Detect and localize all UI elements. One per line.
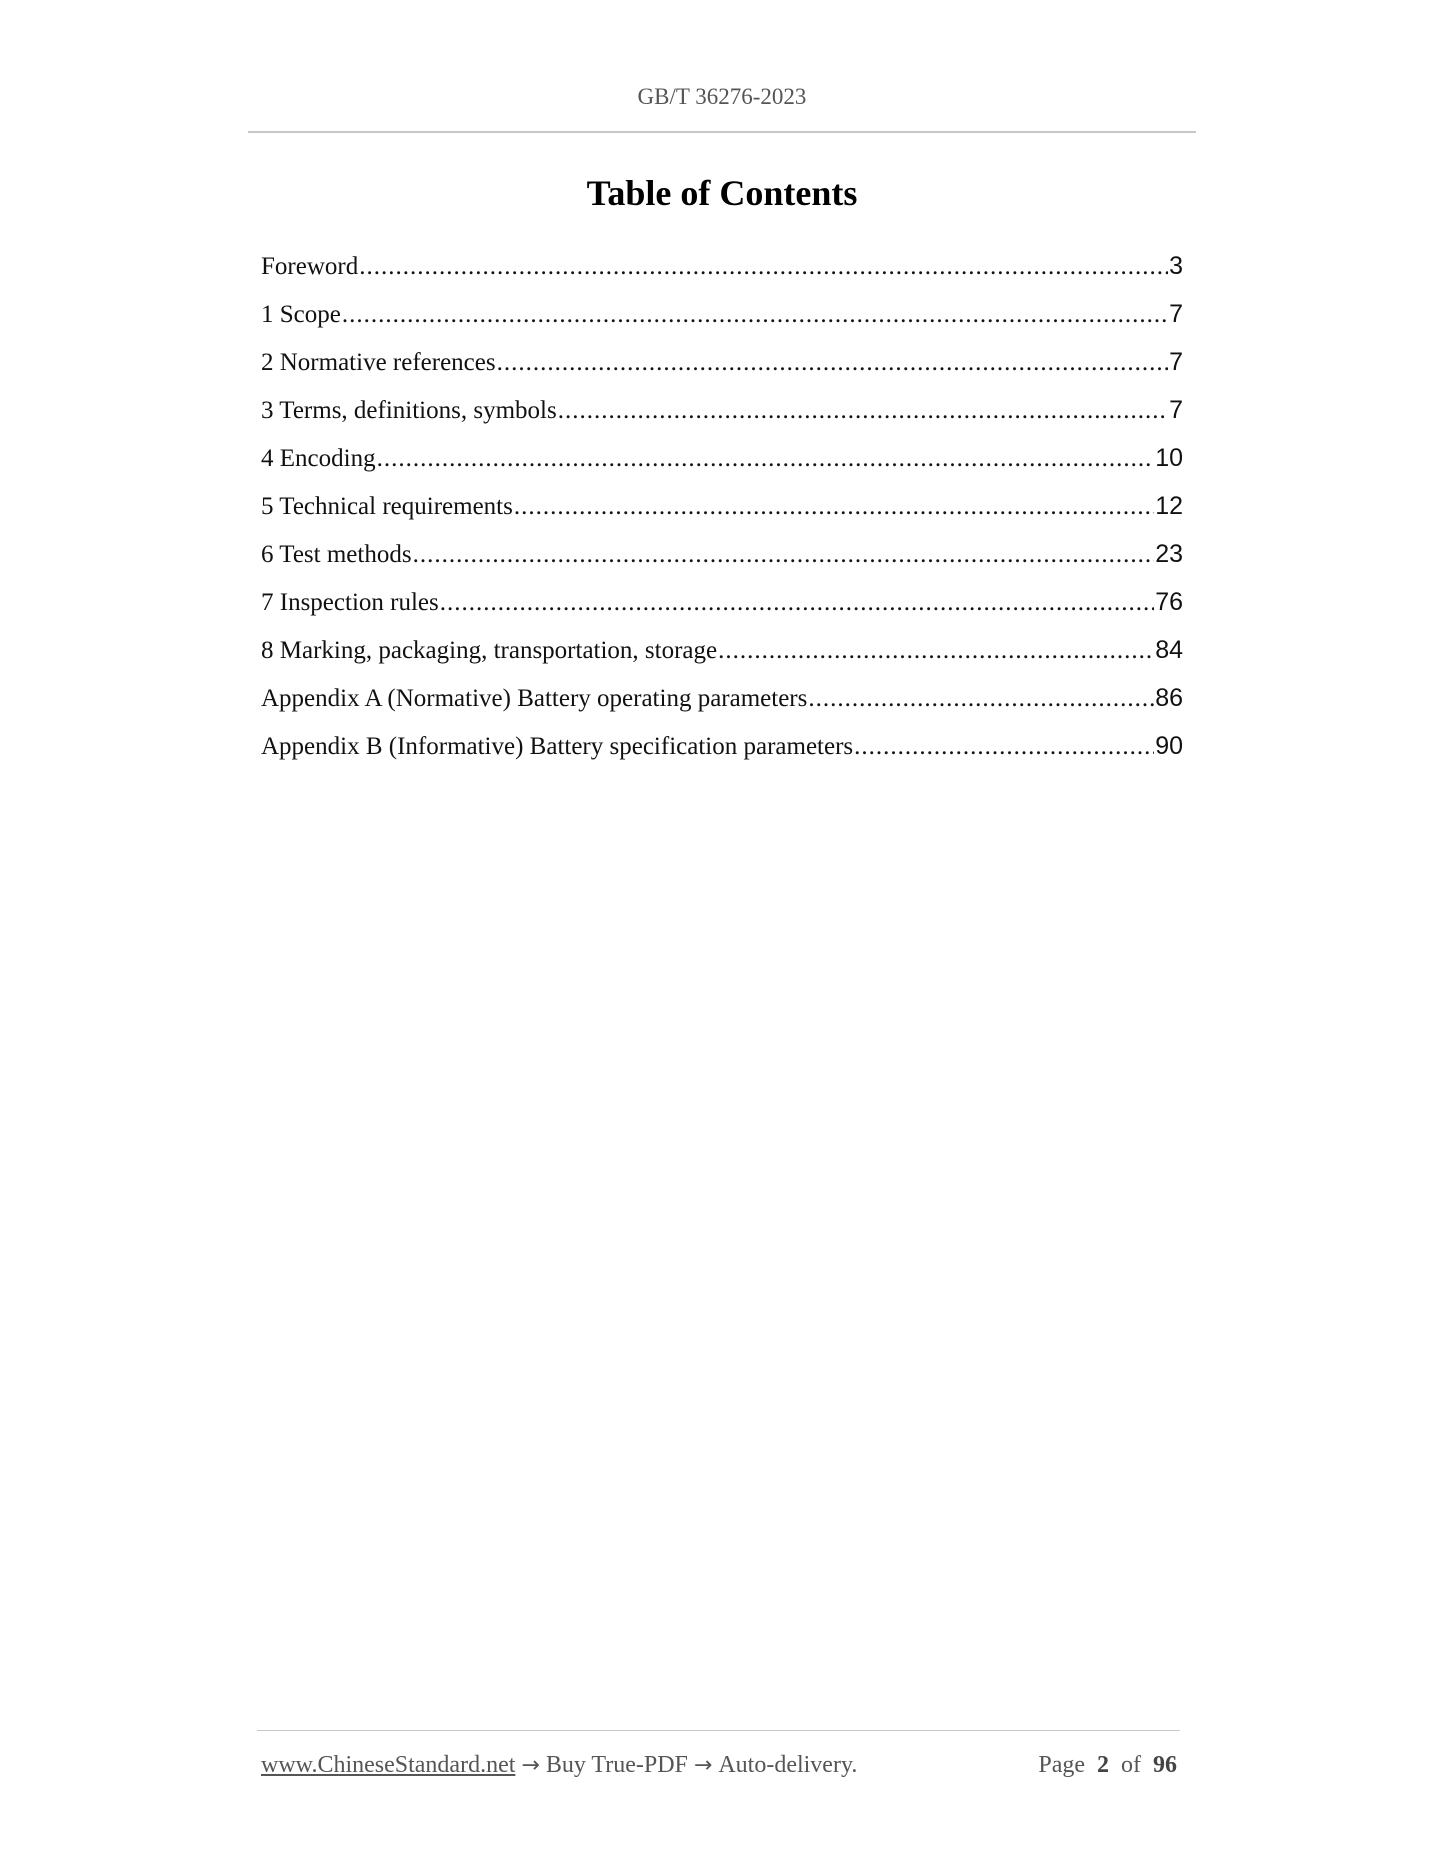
toc-entry[interactable] (261, 530, 1183, 578)
page-word: Page (1038, 1752, 1085, 1778)
toc-entry[interactable] (261, 386, 1183, 434)
toc-entry-page-number: 86 (1155, 684, 1183, 712)
toc-entry-label: 5 Technical requirements (261, 493, 513, 520)
toc-dot-leader (359, 243, 1168, 291)
footer-step-delivery: Auto-delivery. (718, 1752, 858, 1778)
toc-entry-label: 4 Encoding (261, 445, 376, 472)
toc-dot-leader (854, 723, 1154, 771)
toc-entry[interactable] (261, 578, 1183, 626)
toc-dot-leader (413, 531, 1155, 579)
footer-promo (261, 1752, 857, 1779)
toc-entry-label: 7 Inspection rules (261, 589, 439, 616)
toc-entry-label: Foreword (261, 253, 359, 280)
table-of-contents (261, 242, 1183, 770)
toc-entry-label: Appendix B (Informative) Battery specification parameters (261, 733, 854, 760)
page-indicator (1038, 1752, 1177, 1779)
toc-entry-label: 3 Terms, definitions, symbols (261, 397, 557, 424)
total-page-count: 96 (1153, 1752, 1177, 1778)
arrow-right-icon: → (693, 1753, 713, 1778)
website-link[interactable]: www.ChineseStandard.net (261, 1752, 516, 1778)
toc-entry-page-number: 90 (1155, 732, 1183, 760)
toc-entry-label: 6 Test methods (261, 541, 412, 568)
toc-entry-page-number: 7 (1169, 300, 1183, 328)
toc-entry-page-number: 84 (1155, 636, 1183, 664)
toc-entry[interactable] (261, 338, 1183, 386)
footer-step-buy: Buy True-PDF (545, 1752, 688, 1778)
page-title: Table of Contents (586, 173, 858, 213)
header-divider (248, 131, 1196, 133)
toc-entry[interactable] (261, 242, 1183, 290)
toc-entry[interactable] (261, 290, 1183, 338)
toc-dot-leader (342, 291, 1168, 339)
toc-entry-label: 8 Marking, packaging, transportation, storage (261, 637, 718, 664)
toc-entry[interactable] (261, 482, 1183, 530)
toc-entry[interactable] (261, 722, 1183, 770)
toc-dot-leader (377, 435, 1155, 483)
toc-entry-page-number: 23 (1155, 540, 1183, 568)
toc-entry-label: Appendix A (Normative) Battery operating parameters (261, 685, 808, 712)
toc-entry[interactable] (261, 434, 1183, 482)
toc-dot-leader (514, 483, 1154, 531)
toc-entry-page-number: 7 (1169, 348, 1183, 376)
footer-divider (257, 1730, 1180, 1731)
toc-entry[interactable] (261, 626, 1183, 674)
current-page-number: 2 (1097, 1752, 1109, 1778)
toc-entry-page-number: 3 (1169, 252, 1183, 280)
toc-dot-leader (440, 579, 1154, 627)
toc-entry-page-number: 10 (1155, 444, 1183, 472)
toc-entry-page-number: 12 (1155, 492, 1183, 520)
toc-entry-page-number: 7 (1169, 396, 1183, 424)
document-code-header: GB/T 36276-2023 (637, 84, 807, 109)
toc-entry-label: 2 Normative references (261, 349, 496, 376)
toc-dot-leader (718, 627, 1154, 675)
toc-dot-leader (558, 387, 1168, 435)
toc-entry-page-number: 76 (1155, 588, 1183, 616)
toc-dot-leader (808, 675, 1154, 723)
toc-entry-label: 1 Scope (261, 301, 341, 328)
toc-entry[interactable] (261, 674, 1183, 722)
of-word: of (1121, 1752, 1141, 1778)
arrow-right-icon: → (521, 1753, 540, 1778)
toc-dot-leader (497, 339, 1168, 387)
